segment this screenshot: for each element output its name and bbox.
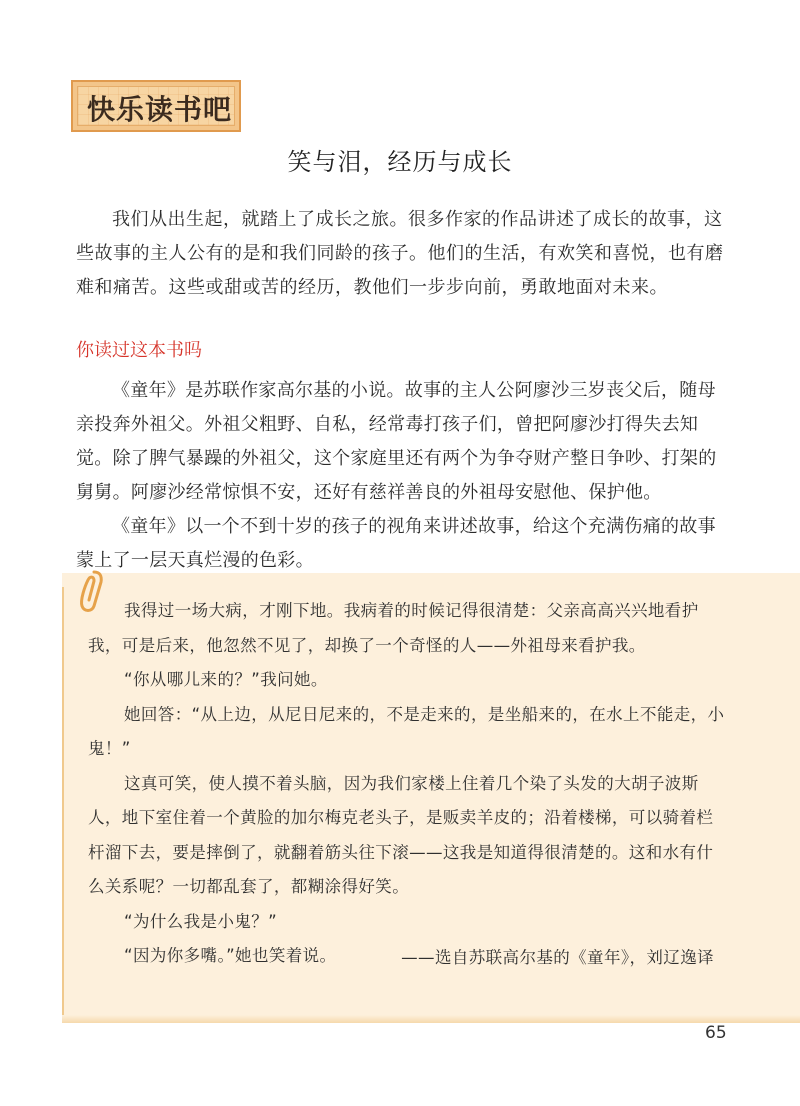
section-heading: 你读过这本书吗 bbox=[76, 340, 202, 361]
excerpt-paragraph: 这真可笑，使人摸不着头脑，因为我们家楼上住着几个染了头发的大胡子波斯人，地下室住着一个黄脸的加尔梅克老头子，是贩卖羊皮的；沿着楼梯，可以骑着栏杆溜下去，要是摔倒了，就翻着筋头往下滚——这我是知道得很清楚的。这和水有什么关系呢？一切都乱套了，都糊涂得好笑。 bbox=[88, 773, 714, 896]
excerpt-paragraph: “为什么我是小鬼？” bbox=[124, 911, 278, 931]
page-number: 65 bbox=[705, 1023, 727, 1043]
excerpt-paragraph: “因为你多嘴。”她也笑着说。 bbox=[124, 946, 337, 965]
excerpt-paragraph: “你从哪儿来的？”我问她。 bbox=[124, 670, 328, 689]
description-paragraph: 《童年》是苏联作家高尔基的小说。故事的主人公阿廖沙三岁丧父后，随母亲投奔外祖父。外祖父粗野、自私，经常毒打孩子们，曾把阿廖沙打得失去知觉。除了脾气暴躁的外祖父，这个家庭里还有两个为争夺财产整日争吵、打架的舅舅。阿廖沙经常惊惧不安，还好有慈祥善良的外祖母安慰他、保护他。 bbox=[76, 380, 717, 503]
excerpt-paragraph: 她回答：“从上边，从尼日尼来的，不是走来的，是坐船来的，在水上不能走，小鬼！” bbox=[88, 704, 725, 758]
intro-section bbox=[76, 203, 726, 305]
description-paragraph: 《童年》以一个不到十岁的孩子的视角来讲述故事，给这个充满伤痛的故事蒙上了一层天真烂漫的色彩。 bbox=[76, 516, 716, 571]
section-banner bbox=[71, 80, 241, 132]
intro-paragraph: 我们从出生起，就踏上了成长之旅。很多作家的作品讲述了成长的故事，这些故事的主人公有的是和我们同龄的孩子。他们的生活，有欢笑和喜悦，也有磨难和痛苦。这些或甜或苦的经历，教他们一步步向前，勇敢地面对未来。 bbox=[76, 209, 724, 298]
excerpt-text bbox=[88, 594, 728, 974]
excerpt-source: ——选自苏联高尔基的《童年》，刘辽逸译 bbox=[401, 948, 714, 967]
book-description bbox=[76, 374, 726, 578]
page-title: 笑与泪，经历与成长 bbox=[287, 148, 513, 176]
banner-title: 快乐读书吧 bbox=[87, 93, 233, 126]
excerpt-paragraph: 我得过一场大病，才刚下地。我病着的时候记得很清楚：父亲高高兴兴地看护我，可是后来，他忽然不见了，却换了一个奇怪的人——外祖母来看护我。 bbox=[88, 601, 699, 655]
